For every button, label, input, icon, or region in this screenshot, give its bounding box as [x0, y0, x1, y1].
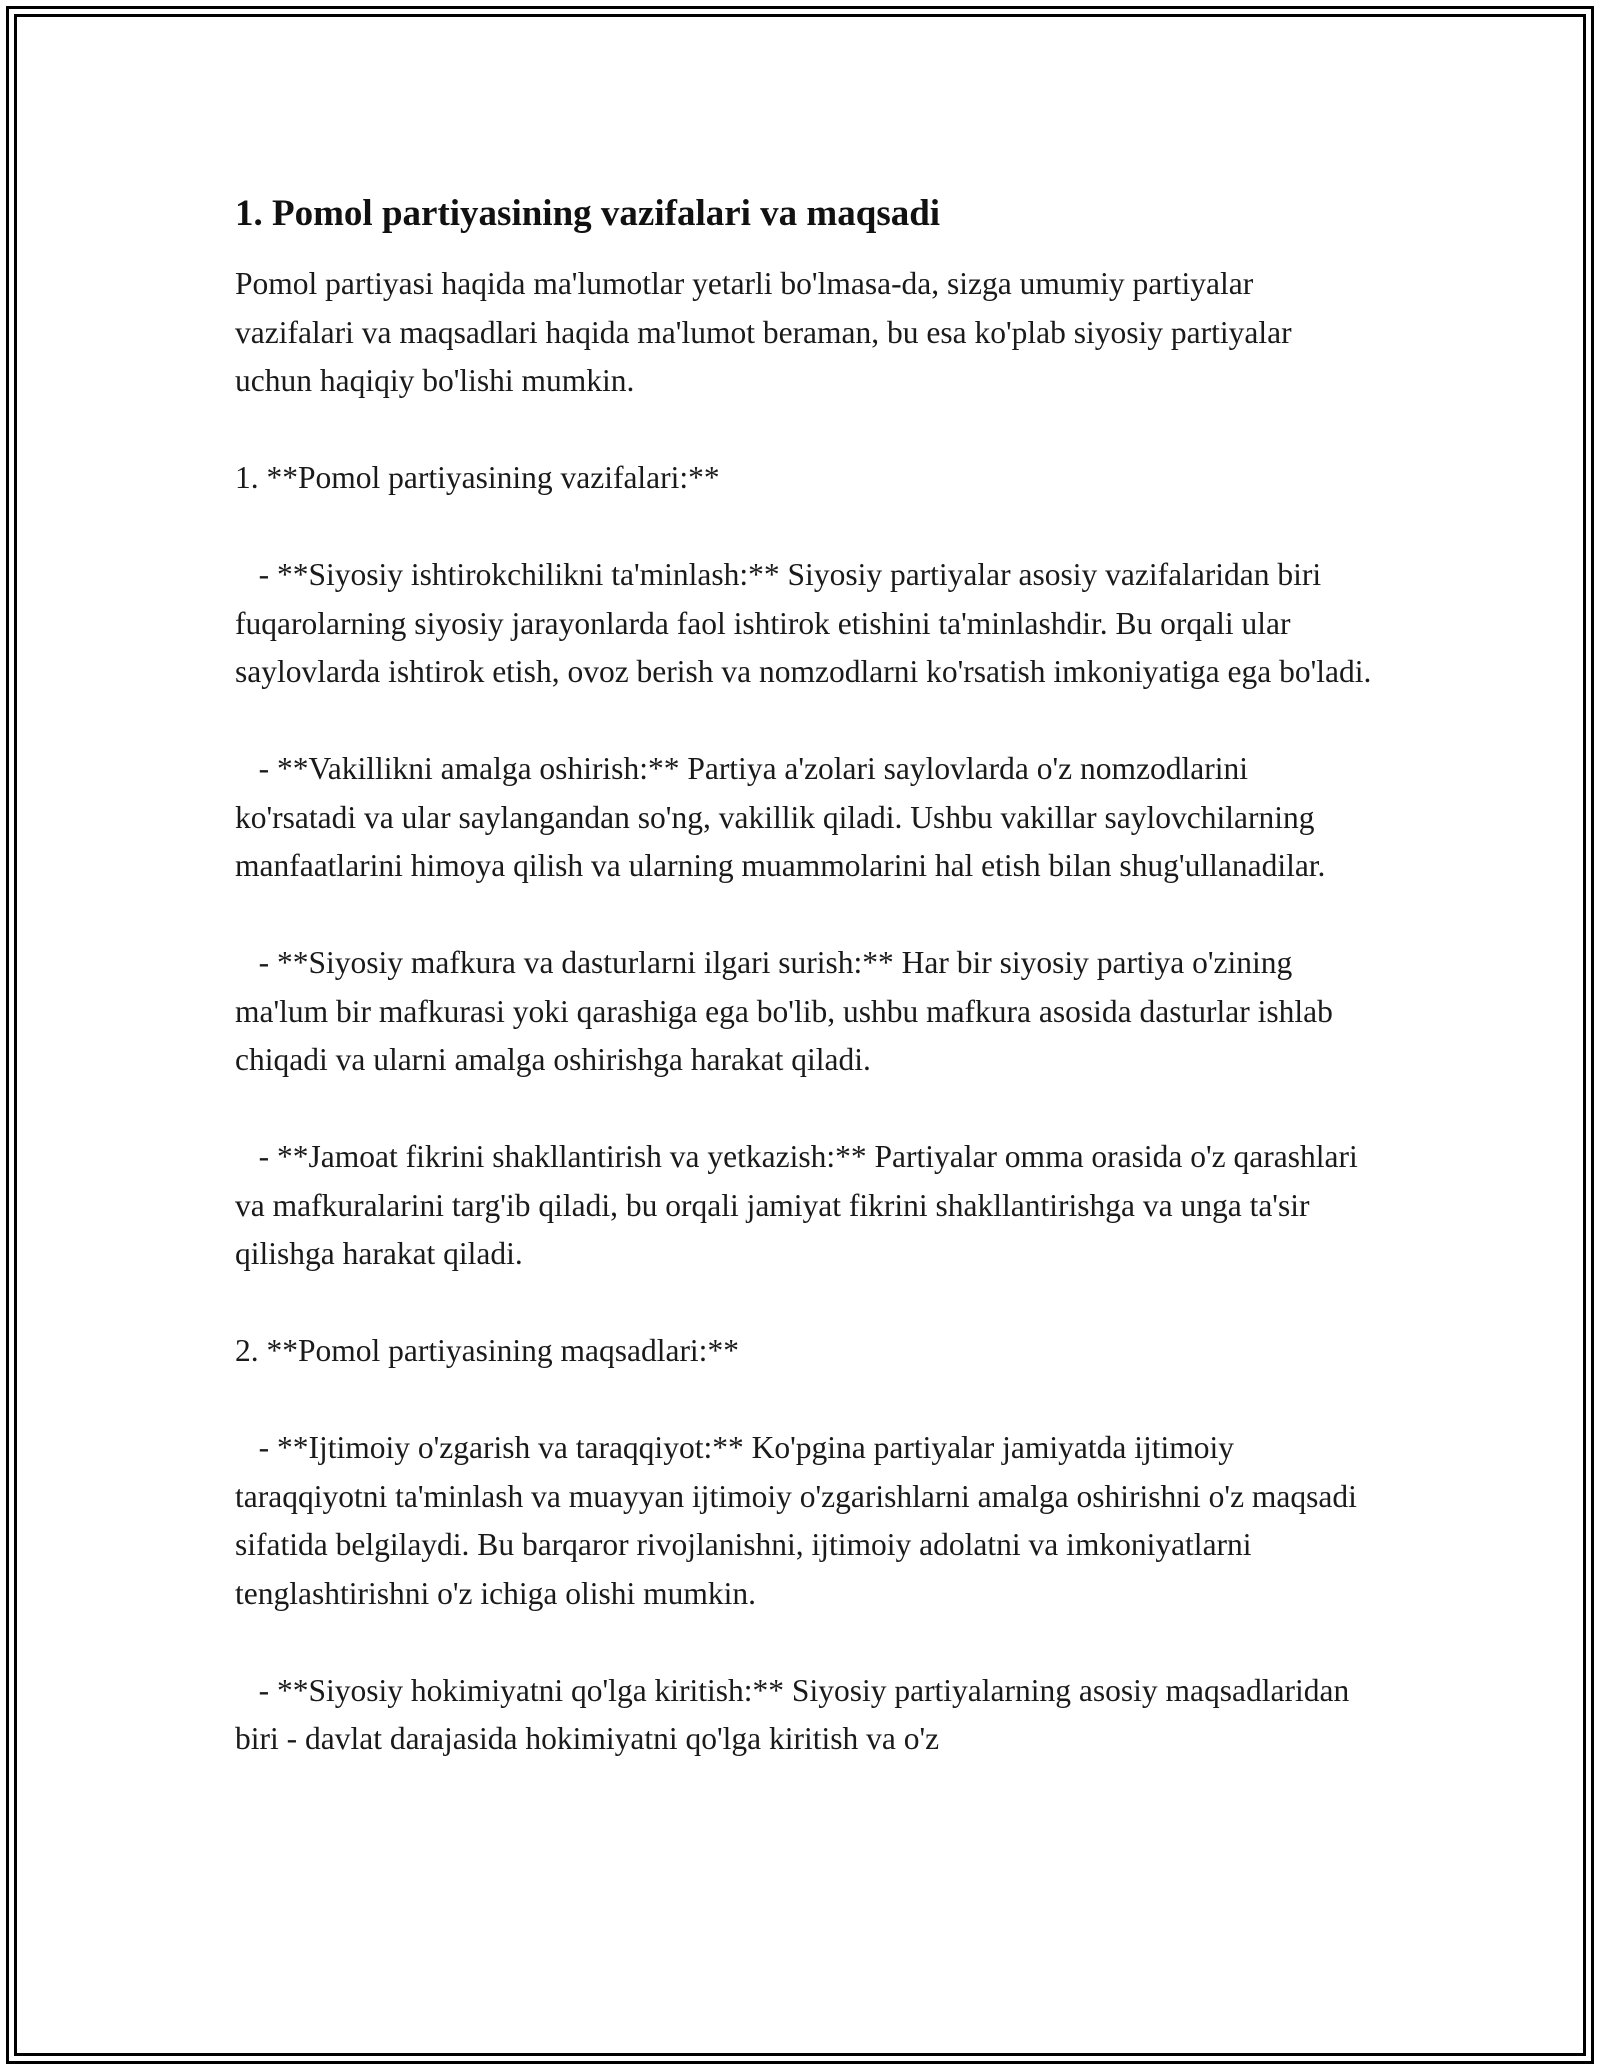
list-item-ijtimoiy-ozgarish: - **Ijtimoiy o'zgarish va taraqqiyot:** Ko'pgina partiyalar jamiyatda ijtimoiy taraqqiyotni ta'minlash va muayyan ijtimoiy o'zgarishlarni amalga oshirishni o'z maqsadi sifatida belgilaydi. Bu barqaror rivojlanishni, ijtimoiy adolatni va imkoniyatlarni tenglashtirishni o'z ichiga olishi mumkin. [235, 1430, 1365, 1611]
list-item-siyosiy-ishtirokchilik: - **Siyosiy ishtirokchilikni ta'minlash:** Siyosiy partiyalar asosiy vazifalaridan biri fuqarolarning siyosiy jarayonlarda faol ishtirok etishini ta'minlashdir. Bu orqali ular saylovlarda ishtirok etish, ovoz berish va nomzodlarni ko'rsatish imkoniyatiga ega bo'ladi. [235, 557, 1372, 689]
list-item-siyosiy-mafkura: - **Siyosiy mafkura va dasturlarni ilgari surish:** Har bir siyosiy partiya o'zining ma'lum bir mafkurasi yoki qarashiga ega bo'lib, ushbu mafkura asosida dasturlar ishlab chiqadi va ularni amalga oshirishga harakat qiladi. [235, 945, 1341, 1077]
intro-paragraph: Pomol partiyasi haqida ma'lumotlar yetarli bo'lmasa-da, sizga umumiy partiyalar vazifalari va maqsadlari haqida ma'lumot beraman, bu esa ko'plab siyosiy partiyalar uchun haqiqiy bo'lishi mumkin. [235, 266, 1300, 398]
paragraph-gap [235, 406, 1375, 455]
paragraph-gap [235, 1376, 1375, 1425]
list-item-vakillik: - **Vakillikni amalga oshirish:** Partiya a'zolari saylovlarda o'z nomzodlarini ko'rsatadi va ular saylangandan so'ng, vakillik qiladi. Ushbu vakillar saylovchilarning manfaatlarini himoya qilish va ularning muammolarini hal etish bilan shug'ullanadilar. [235, 751, 1326, 883]
document-body [235, 188, 1375, 1764]
list-item-siyosiy-hokimiyat: - **Siyosiy hokimiyatni qo'lga kiritish:** Siyosiy partiyalarning asosiy maqsadlaridan biri - davlat darajasida hokimiyatni qo'lga kiritish va o'z [235, 1672, 1358, 1756]
paragraph-gap [235, 1085, 1375, 1134]
paragraph-gap [235, 697, 1375, 746]
paragraph-gap [235, 1279, 1375, 1328]
paragraph-gap [235, 891, 1375, 940]
document-title: 1. Pomol partiyasining vazifalari va maqsadi [235, 193, 941, 234]
paragraph-gap [235, 1618, 1375, 1667]
list-item-jamoat-fikri: - **Jamoat fikrini shakllantirish va yetkazish:** Partiyalar omma orasida o'z qarashlari va mafkuralarini targ'ib qiladi, bu orqali jamiyat fikrini shakllantirishga va unga ta'sir qilishga harakat qiladi. [235, 1139, 1366, 1271]
paragraph-gap [235, 503, 1375, 552]
section-heading-vazifalari: 1. **Pomol partiyasining vazifalari:** [235, 460, 720, 495]
section-heading-maqsadlari: 2. **Pomol partiyasining maqsadlari:** [235, 1333, 739, 1368]
